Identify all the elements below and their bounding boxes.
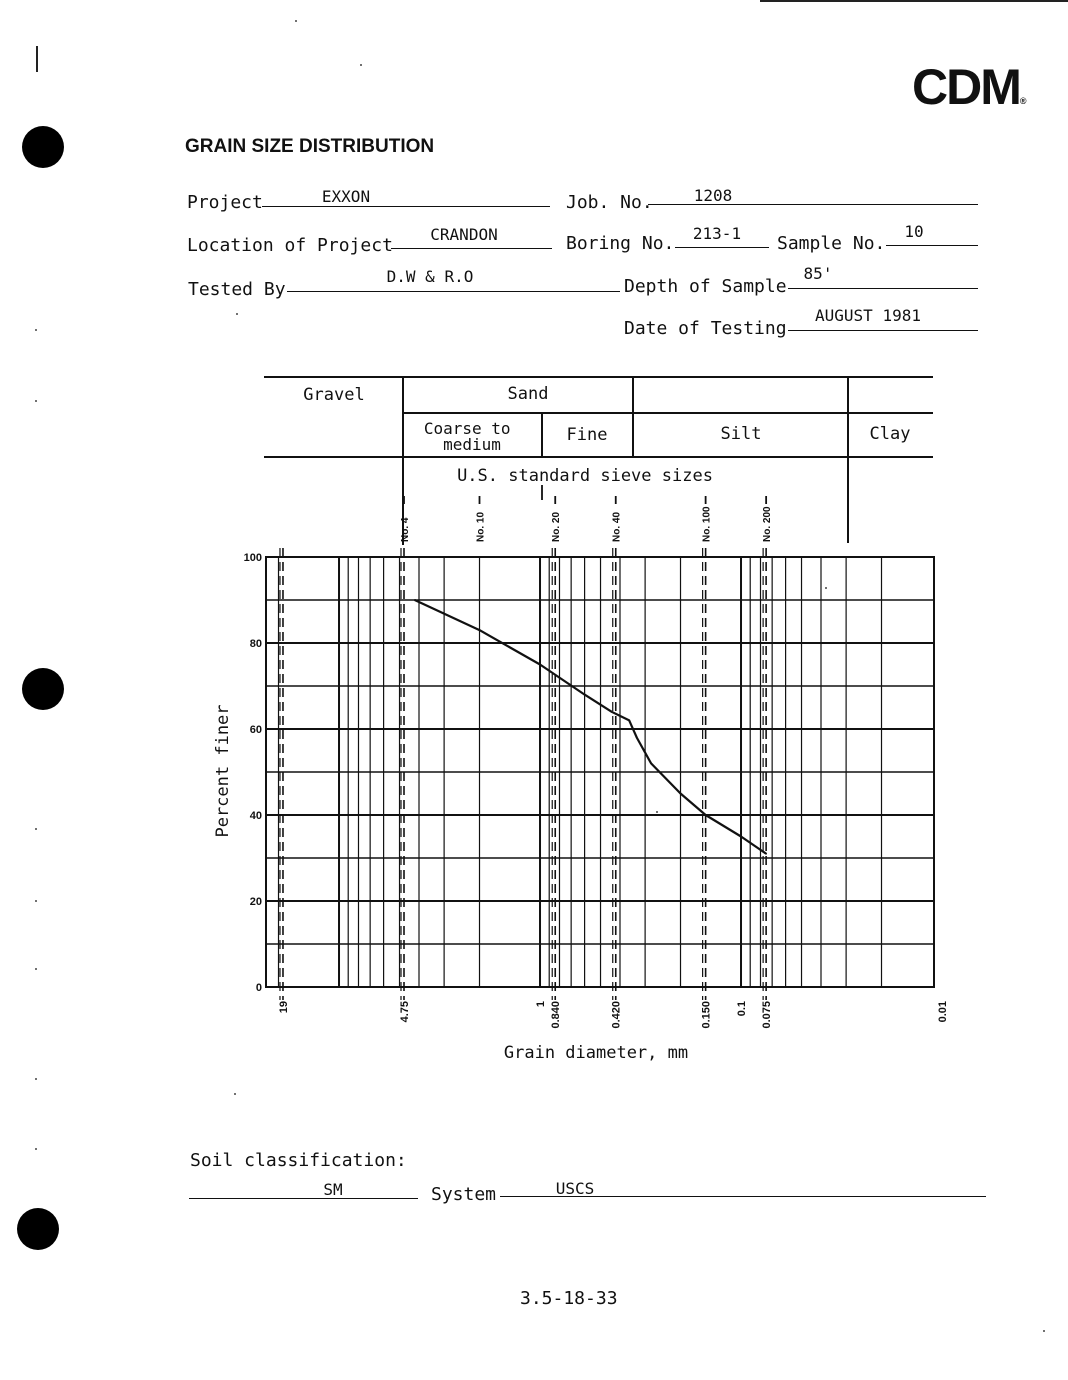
data-point (765, 853, 767, 855)
boring-no-label: Boring No. (566, 233, 675, 254)
tested-by-label: Tested By (188, 279, 286, 300)
y-tick-label: 0 (255, 982, 262, 994)
sieve-label: No. 40 (611, 511, 623, 542)
gravel-header: Gravel (303, 385, 365, 405)
page-title: GRAIN SIZE DISTRIBUTION (185, 136, 435, 157)
y-tick-label: 20 (249, 896, 262, 908)
clay-header: Clay (869, 424, 911, 444)
system-label: System (431, 1184, 497, 1205)
fine-header: Fine (566, 425, 608, 445)
data-point (539, 664, 541, 666)
sieve-sizes-header: U.S. standard sieve sizes (457, 466, 713, 486)
registered-mark: ® (1019, 96, 1025, 106)
location-value: CRANDON (430, 225, 498, 244)
depth-value: 85' (803, 264, 833, 283)
y-tick-label: 40 (249, 810, 262, 822)
job-no-value: 1208 (693, 186, 733, 205)
y-axis-label: Percent finer (213, 704, 233, 838)
x-tick-label: 0.840 (550, 1001, 563, 1029)
date-label: Date of Testing (624, 318, 787, 339)
data-point (628, 720, 630, 722)
tested-by-value: D.W & R.O (386, 267, 474, 286)
x-tick-label: 19 (277, 1001, 290, 1014)
boring-no-value: 213-1 (692, 224, 742, 243)
page-number: 3.5-18-33 (520, 1288, 618, 1309)
data-point (584, 694, 586, 696)
x-tick-label: 0.150 (700, 1001, 713, 1029)
date-value: AUGUST 1981 (815, 306, 921, 325)
x-tick-label: 0.420 (610, 1001, 623, 1029)
sieve-markers (400, 485, 773, 542)
job-no-label: Job. No. (566, 192, 653, 213)
logo-text: CDM (912, 59, 1020, 115)
sample-no-label: Sample No. (777, 233, 886, 254)
data-point (705, 814, 707, 816)
soil-class-value: SM (323, 1180, 343, 1199)
sieve-label: No. 200 (762, 506, 774, 542)
coarse-to-medium-line-1: Coarse to (423, 419, 511, 438)
y-tick-label: 60 (249, 724, 262, 736)
sieve-label: No. 100 (701, 506, 713, 542)
sieve-label: No. 4 (400, 517, 411, 542)
x-tick-label: 1 (535, 1001, 548, 1008)
sample-no-value: 10 (904, 222, 924, 241)
system-value: USCS (555, 1179, 595, 1198)
x-tick-label: 4.75 (399, 1001, 411, 1023)
sand-header: Sand (507, 384, 549, 404)
data-point (414, 599, 416, 601)
project-label: Project (187, 192, 263, 213)
data-point (650, 763, 652, 765)
y-tick-label: 100 (243, 552, 262, 564)
project-value: EXXON (321, 187, 371, 206)
x-tick-label: 0.1 (736, 1001, 749, 1017)
data-point (479, 629, 481, 631)
sieve-label: No. 20 (551, 511, 563, 542)
coarse-to-medium-line-2: medium (443, 435, 501, 454)
x-tick-label: 0.01 (937, 1001, 950, 1023)
data-point (636, 737, 638, 739)
chart-series (414, 599, 767, 855)
data-point (740, 836, 742, 838)
coarse-to-medium-header (424, 419, 520, 454)
sieve-label: No. 10 (475, 511, 487, 542)
location-label: Location of Project (187, 235, 393, 256)
x-tick-label: 0.075 (761, 1001, 774, 1029)
data-point (611, 711, 613, 713)
y-tick-label: 80 (249, 638, 262, 650)
depth-label: Depth of Sample (624, 276, 787, 297)
chart-ticks (244, 552, 1068, 1029)
soil-classification-label: Soil classification: (190, 1150, 407, 1171)
x-axis-label: Grain diameter, mm (503, 1043, 689, 1063)
silt-header: Silt (720, 424, 762, 444)
chart-grid (266, 548, 934, 1000)
data-point (680, 793, 682, 795)
